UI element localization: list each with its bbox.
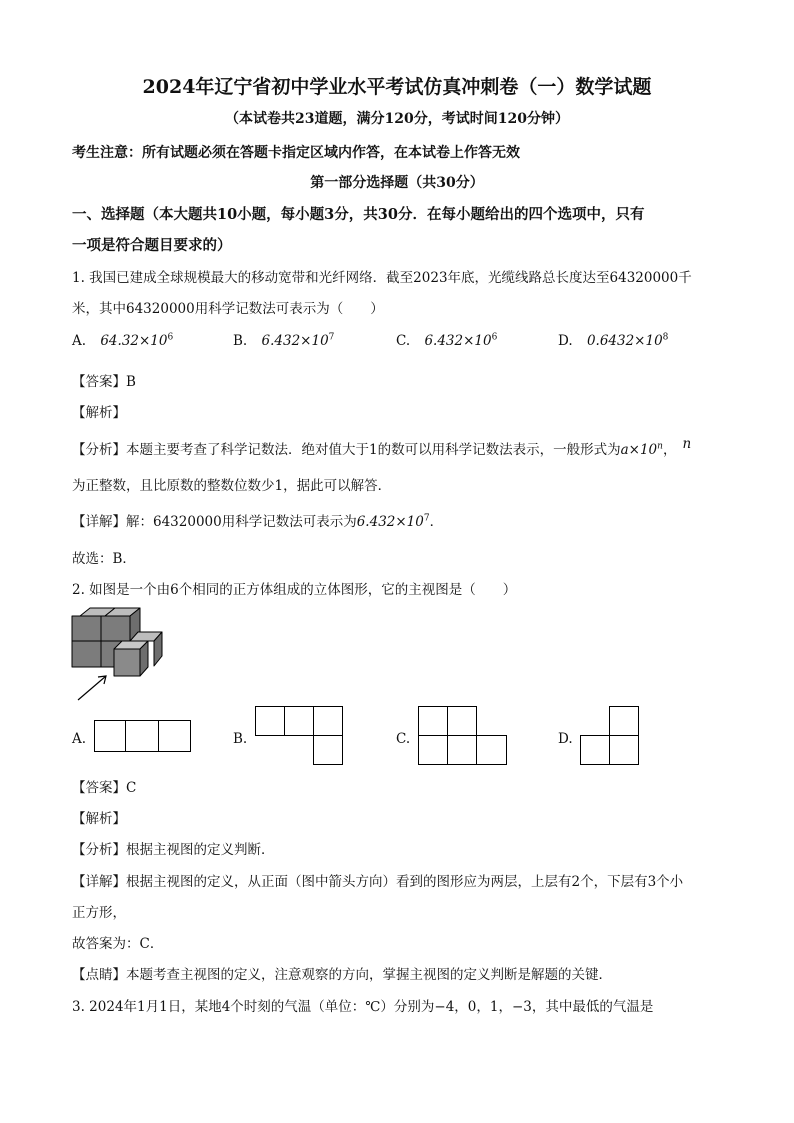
section-heading-line1: 一、选择题（本大题共10小题，每小题3分，共30分．在每小题给出的四个选项中，只有 bbox=[72, 206, 645, 223]
q1-analysis-line1 bbox=[72, 438, 691, 458]
option-exponent: 6 bbox=[167, 332, 174, 343]
option-value: 6.432×10 bbox=[424, 333, 492, 349]
option-d-square bbox=[609, 706, 639, 736]
cube-stack-figure bbox=[66, 604, 176, 710]
q2-option-d-label: D. bbox=[558, 731, 573, 747]
q2-option-b-label: B. bbox=[233, 731, 248, 747]
q1-option-c bbox=[396, 333, 497, 349]
q2-analysis: 【分析】根据主视图的定义判断． bbox=[72, 842, 275, 858]
analysis-comma: ， bbox=[662, 442, 677, 458]
q1-detail bbox=[72, 510, 443, 530]
q2-answer: 【答案】C bbox=[72, 780, 137, 796]
analysis-text: 【分析】本题主要考查了科学记数法．绝对值大于1的数可以用科学记数法表示，一般形式为 bbox=[72, 442, 621, 458]
detail-text: 【详解】解：64320000用科学记数法可表示为 bbox=[72, 514, 357, 530]
detail-formula: 6.432×10 bbox=[356, 514, 424, 530]
q2-option-a-label: A. bbox=[72, 731, 87, 747]
q2-comment: 【点睛】本题考查主视图的定义，注意观察的方向，掌握主视图的定义判断是解题的关键． bbox=[72, 967, 612, 983]
q1-analysis-line2: 为正整数，且比原数的整数位数少1，据此可以解答． bbox=[72, 478, 392, 494]
q1-stem-line2: 米，其中64320000用科学记数法可表示为（ ） bbox=[72, 301, 384, 317]
option-value: 6.432×10 bbox=[261, 333, 329, 349]
q2-option-c-label: C. bbox=[396, 731, 411, 747]
option-c-square bbox=[476, 735, 507, 765]
option-a-square bbox=[94, 720, 126, 752]
section-heading-line2: 一项是符合题目要求的） bbox=[72, 237, 232, 254]
option-c-square bbox=[447, 735, 477, 765]
option-label: A. bbox=[72, 333, 87, 349]
notice: 考生注意：所有试题必须在答题卡指定区域内作答，在本试卷上作答无效 bbox=[72, 145, 520, 161]
q1-answer: 【答案】B bbox=[72, 374, 136, 390]
q2-conclusion: 故答案为：C． bbox=[72, 936, 164, 952]
option-label: C. bbox=[396, 333, 411, 349]
analysis-exponent: n bbox=[657, 441, 663, 452]
q1-choose: 故选：B． bbox=[72, 551, 136, 567]
option-c-square bbox=[418, 735, 448, 765]
q3-stem-line1: 3. 2024年1月1日，某地4个时刻的气温（单位：℃）分别为−4，0，1，−3，其中最低的气温是 bbox=[72, 999, 654, 1015]
option-d-square bbox=[580, 735, 610, 765]
option-exponent: 8 bbox=[662, 332, 669, 343]
option-b-square bbox=[284, 706, 314, 736]
option-label: B. bbox=[233, 333, 248, 349]
q1-option-d bbox=[558, 333, 668, 349]
option-d-square bbox=[609, 735, 639, 765]
detail-exponent: 7 bbox=[423, 513, 430, 524]
option-a-square bbox=[125, 720, 159, 752]
option-b-square bbox=[313, 735, 343, 765]
q2-jiexi: 【解析】 bbox=[72, 811, 126, 827]
option-value: 64.32×10 bbox=[100, 333, 168, 349]
detail-end: ． bbox=[429, 514, 444, 530]
analysis-n: n bbox=[682, 436, 692, 452]
q2-stem: 2. 如图是一个由6个相同的正方体组成的立体图形，它的主视图是（ ） bbox=[72, 582, 517, 598]
page-title: 2024年辽宁省初中学业水平考试仿真冲刺卷（一）数学试题 bbox=[142, 76, 652, 98]
option-c-square bbox=[447, 706, 477, 736]
option-label: D. bbox=[558, 333, 573, 349]
q1-option-b bbox=[233, 333, 334, 349]
option-b-square bbox=[255, 706, 285, 736]
part-heading: 第一部分选择题（共30分） bbox=[310, 175, 484, 191]
analysis-formula: a×10 bbox=[620, 442, 658, 458]
option-b-square bbox=[313, 706, 343, 736]
exam-info: （本试卷共23道题，满分120分，考试时间120分钟） bbox=[225, 111, 569, 127]
q2-detail-line2: 正方形， bbox=[72, 905, 126, 921]
option-c-square bbox=[418, 706, 448, 736]
option-a-square bbox=[158, 720, 191, 752]
q1-jiexi: 【解析】 bbox=[72, 405, 126, 421]
option-value: 0.6432×10 bbox=[586, 333, 663, 349]
q1-stem-line1: 1. 我国已建成全球规模最大的移动宽带和光纤网络．截至2023年底，光缆线路总长度达至64320000千 bbox=[72, 270, 692, 286]
option-exponent: 7 bbox=[328, 332, 335, 343]
option-exponent: 6 bbox=[491, 332, 498, 343]
q1-option-a bbox=[72, 333, 173, 349]
q2-detail-line1: 【详解】根据主视图的定义，从正面（图中箭头方向）看到的图形应为两层，上层有2个，下层有3个小 bbox=[72, 874, 684, 890]
